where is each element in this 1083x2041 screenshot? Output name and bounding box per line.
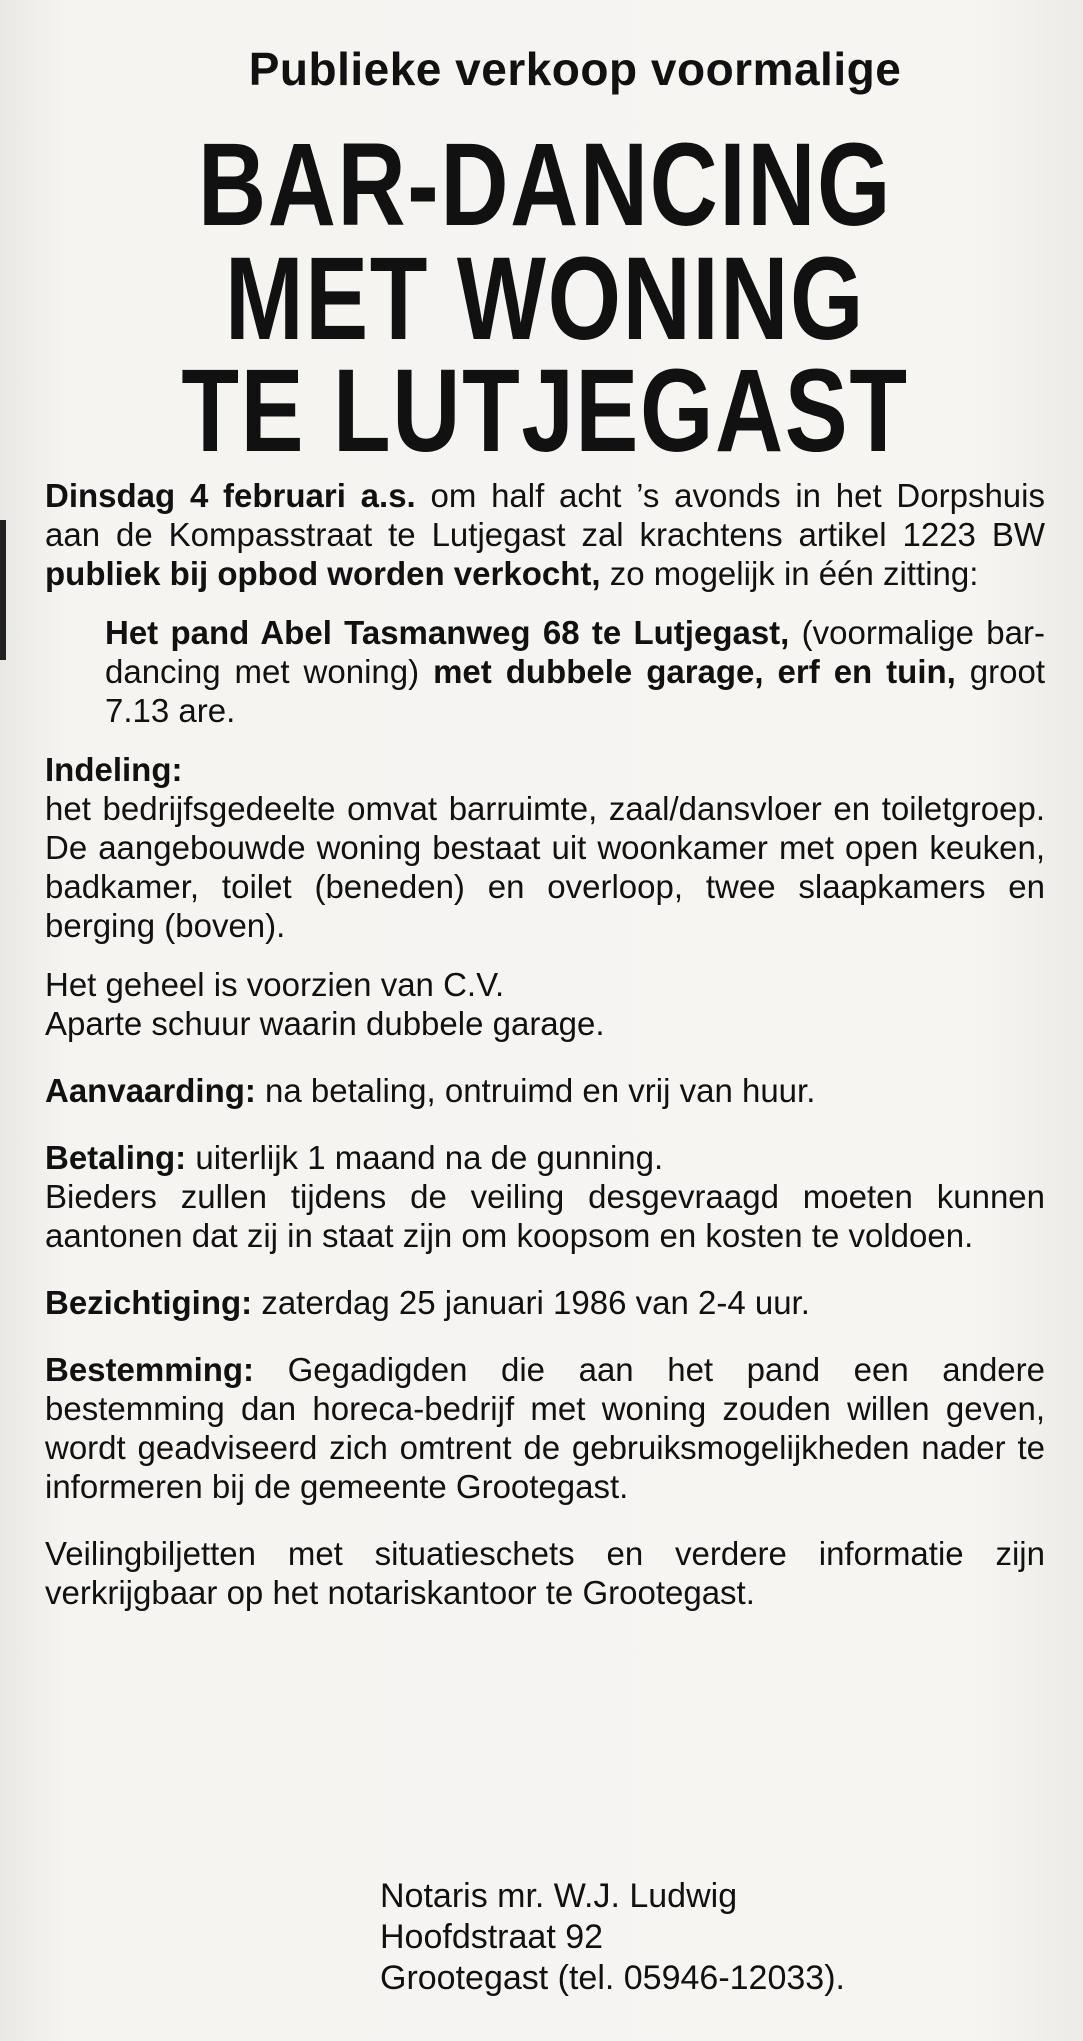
auction-date: Dinsdag 4 februari a.s. [45,477,416,514]
announcement-paragraph [45,476,1045,593]
notary-name: Notaris mr. W.J. Ludwig [380,1877,738,1915]
property-size: groot 7.13 are. [105,653,1045,729]
betaling-text-2: Bieders zullen tijdens de veiling desgevraagd moeten kunnen aantonen dat zij in staat zijn om koopsom en kosten te voldoen. [45,1178,1045,1254]
betaling-text: uiterlijk 1 maand na de gunning. [186,1139,664,1176]
indeling-text: het bedrijfsgedeelte omvat barruimte, zaal/dansvloer en toiletgroep. De aangebouwde woning bestaat uit woonkamer met open keuken, badkamer, toilet (beneden) en overloop, twee slaapkamers en berging (boven). [45,790,1045,944]
indeling-heading: Indeling: [45,751,183,788]
indeling-label [45,750,1045,789]
property-features: met dubbele garage, erf en tuin, [433,653,956,690]
aanvaarding-text: na betaling, ontruimd en vrij van huur. [255,1072,816,1109]
public-sale-phrase: publiek bij opbod worden verkocht, [45,555,601,592]
bezichtiging-heading: Bezichtiging: [45,1284,253,1321]
notary-signature [380,1876,845,1999]
property-address: Het pand Abel Tasmanweg 68 te Lutjegast, [105,614,790,651]
aanvaarding-paragraph [45,1071,1045,1110]
ad-body [45,476,1045,1612]
aanvaarding-heading: Aanvaarding: [45,1072,256,1109]
headline-line-2: MET WONING [224,233,866,365]
headline-line-1: BAR-DANCING [197,119,893,251]
bestemming-heading: Bestemming: [45,1351,255,1388]
notary-city-phone: Grootegast (tel. 05946-12033). [380,1959,845,1997]
intro-line: Publieke verkoop voormalige [248,43,902,95]
bestemming-paragraph [45,1350,1045,1506]
property-paragraph [45,613,1045,730]
adjacent-column-edge [0,520,6,660]
info-paragraph: Veilingbiljetten met situatieschets en verdere informatie zijn verkrijgbaar op het notariskantoor te Grootegast. [45,1535,1045,1611]
bestemming-text: Gegadigden die aan het pand een andere bestemming dan horeca-bedrijf met woning zouden willen geven, wordt geadviseerd zich omtrent de gebruiksmogelijkheden nader te informeren bij de gemeente Grootegast. [45,1351,1045,1505]
bezichtiging-text: zaterdag 25 januari 1986 van 2-4 uur. [252,1284,810,1321]
property-text: (voormalige bar-dancing met woning) [105,614,1045,690]
betaling-heading: Betaling: [45,1139,187,1176]
headline-line-3: TE LUTJEGAST [181,345,909,477]
bezichtiging-paragraph [45,1283,1045,1322]
betaling-paragraph [45,1138,1045,1177]
indeling-extra-2: Aparte schuur waarin dubbele garage. [45,1005,605,1042]
indeling-extra-1: Het geheel is voorzien van C.V. [45,966,505,1003]
notary-street: Hoofdstraat 92 [380,1918,604,1956]
announcement-text-end: zo mogelijk in één zitting: [600,555,979,592]
announcement-text: om half acht ’s avonds in het Dorpshuis aan de Kompasstraat te Lutjegast zal krachtens artikel 1223 BW [45,477,1045,553]
